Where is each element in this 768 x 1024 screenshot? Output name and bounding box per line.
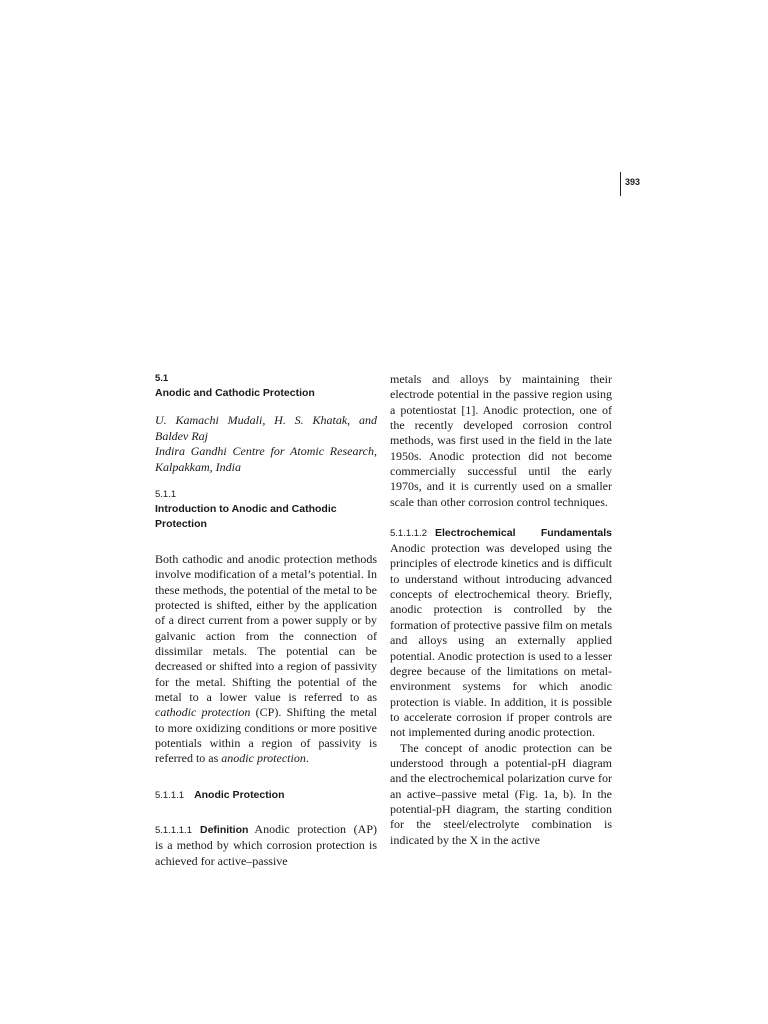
subsection-heading [155,788,377,803]
page-number: 393 [625,177,641,187]
continued-paragraph: metals and alloys by maintaining their electrode potential in the passive region using a potentiostat [1]. Anodic protection, one of the recently developed corrosion control methods, was first used in the field in the late 1950s. Anodic protection did not become commercially successful until the early 1970s, and it is currently used on a smaller scale than other corrosion control techniques. [390,372,612,509]
anodic-protection-term: anodic protection [221,751,306,766]
electrochemical-fundamentals-heading: 5.1.1.1.2 Electrochemical Fundamentals [390,527,612,540]
section-number: 5.1.1 [155,489,177,500]
electrochemical-paragraph: Anodic protection was developed using the principles of electrode kinetics and is difficult to understand without introducing advanced concepts of electrochemical theory. Briefly, anodic protection is controlled by the formation of protective passive film on metals and alloys using an externally applied potential. Anodic protection is used to a lesser degree because of the limitations on metal-environment systems for which anodic protection is viable. In addition, it is possible to accelerate corrosion if proper controls are not implemented during anodic protection. [390,541,612,740]
authors: U. Kamachi Mudali, H. S. Khatak, and Baldev Raj [155,413,377,443]
right-column [390,372,612,848]
cathodic-protection-term: cathodic protection [155,705,251,720]
concept-paragraph: The concept of anodic protection can be understood through a potential-pH diagram and the electrochemical polarization curve for an active–passive metal (Fig. 1a, b). In the potential-pH diagram, the starting condition for the steel/electrolyte combination is indicated by the X in the active [390,740,612,847]
definition-number: 5.1.1.1.1 [155,824,192,836]
subsection-number: 5.1.1.1 [155,789,185,801]
definition-paragraph: 5.1.1.1.1 Definition Anodic protection (AP) is a method by which corrosion protection is achieved for active–passive [155,821,377,868]
definition-label: Definition [199,823,249,836]
page-number-rule [620,172,621,196]
left-column [155,372,377,869]
section-title: Introduction to Anodic and Cathodic Protection [155,503,337,530]
ef-number: 5.1.1.1.2 [390,528,427,540]
intro-paragraph: Both cathodic and anodic protection methods involve modification of a metal’s potential. In these methods, the potential of the metal to be protected is shifted, either by the application of a direct current from a power supply or by galvanic action from the connection of dissimilar metals. The potential can be decreased or shifted into a region of passivity for the metal. Shifting the potential of the metal to a lower value is referred to as cathodic protection (CP). Shifting the metal to more oxidizing conditions or more positive potentials within a region of passivity is referred to as anodic protection. [155,552,378,766]
subsection-title: Anodic Protection [194,788,285,801]
chapter-number: 5.1 [155,373,169,384]
chapter-title: Anodic and Cathodic Protection [155,387,315,399]
affiliation: Indira Gandhi Centre for Atomic Research, Kalpakkam, India [155,444,377,474]
